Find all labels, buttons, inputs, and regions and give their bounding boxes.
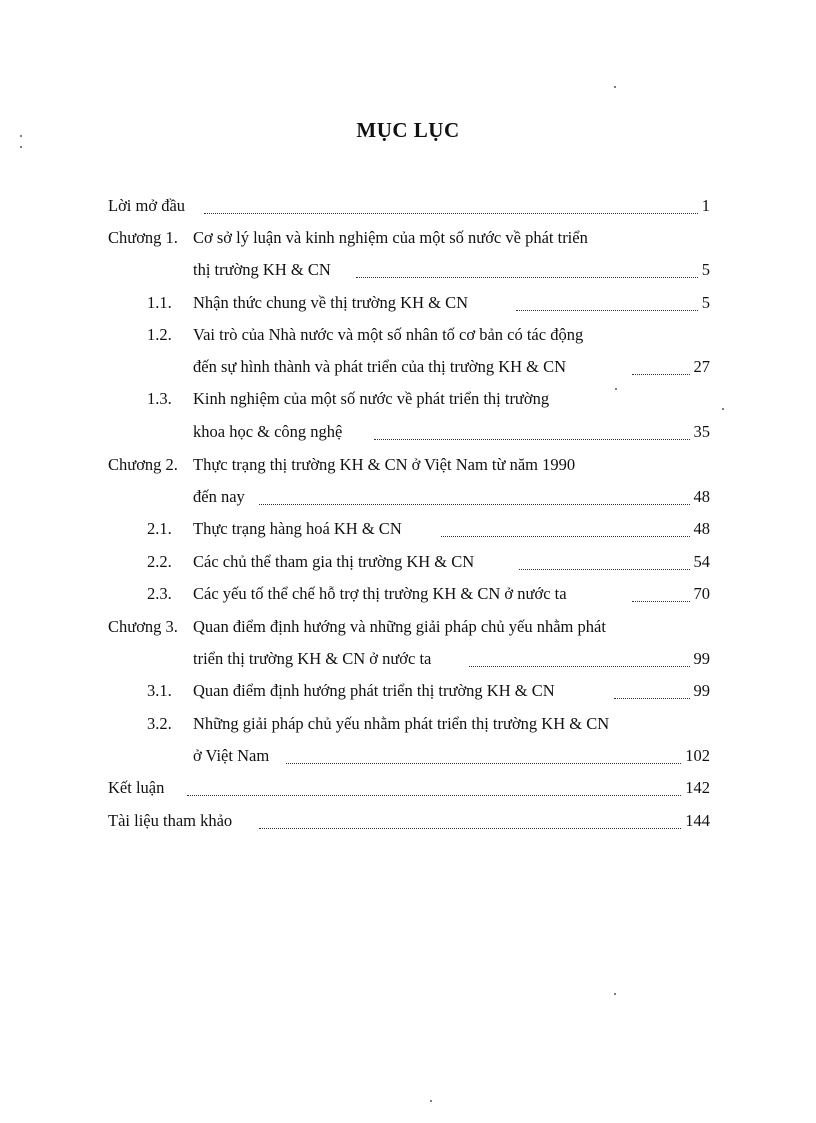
toc-entry-number: 1.3.	[147, 389, 172, 408]
dot-leader	[259, 813, 681, 829]
toc-entry-title: Kinh nghiệm của một số nước về phát triển thị trường	[193, 389, 550, 408]
scan-speck	[614, 86, 616, 88]
scan-speck	[614, 993, 616, 995]
dot-leader	[259, 489, 690, 505]
toc-entry-number: 2.2.	[147, 552, 172, 571]
toc-entry-1-2[interactable]	[0, 324, 816, 346]
toc-leader	[512, 292, 710, 314]
toc-page-number: 48	[693, 487, 710, 506]
dot-leader	[356, 262, 698, 278]
toc-entry-chapter-2-cont[interactable]	[0, 486, 816, 508]
toc-leader	[515, 551, 710, 573]
toc-page-number: 144	[685, 811, 710, 830]
toc-leader	[628, 583, 710, 605]
toc-leader	[255, 486, 710, 508]
toc-entry-title: Tài liệu tham khảo	[108, 811, 233, 830]
toc-entry-title: Lời mở đầu	[108, 196, 186, 215]
toc-entry-number: 1.1.	[147, 293, 172, 312]
toc-entry-3-1[interactable]	[0, 680, 816, 702]
toc-entry-number: Chương 2.	[108, 455, 178, 474]
toc-entry-title: Vai trò của Nhà nước và một số nhân tố cơ bản có tác động	[193, 325, 584, 344]
toc-page-number: 102	[685, 746, 710, 765]
toc-leader	[465, 648, 710, 670]
toc-entry-conclusion[interactable]	[0, 777, 816, 799]
toc-leader	[370, 421, 710, 443]
toc-entry-3-2-cont[interactable]	[0, 745, 816, 767]
dot-leader	[204, 198, 698, 214]
scan-speck	[615, 388, 617, 390]
toc-leader	[628, 356, 710, 378]
toc-page-number: 5	[701, 293, 710, 312]
toc-entry-1-2-cont[interactable]	[0, 356, 816, 378]
dot-leader	[632, 359, 690, 375]
dot-leader	[286, 748, 681, 764]
toc-page-number: 142	[685, 778, 710, 797]
toc-entry-1-3[interactable]	[0, 388, 816, 410]
dot-leader	[516, 295, 698, 311]
toc-entry-title: Nhận thức chung về thị trường KH & CN	[193, 293, 468, 312]
toc-entry-3-2[interactable]	[0, 713, 816, 735]
toc-entry-number: 1.2.	[147, 325, 172, 344]
toc-entry-introduction[interactable]	[0, 195, 816, 217]
toc-leader	[282, 745, 710, 767]
toc-entry-title: Những giải pháp chủ yếu nhằm phát triển thị trường KH & CN	[193, 714, 610, 733]
toc-entry-number: 2.3.	[147, 584, 172, 603]
toc-entry-number: 2.1.	[147, 519, 172, 538]
dot-leader	[441, 521, 690, 537]
toc-entry-title-continued: đến sự hình thành và phát triển của thị trường KH & CN	[193, 357, 567, 376]
toc-entry-chapter-3-cont[interactable]	[0, 648, 816, 670]
scan-speck	[20, 135, 22, 137]
toc-page-number: 1	[701, 196, 710, 215]
toc-entry-1-1[interactable]	[0, 292, 816, 314]
dot-leader	[632, 586, 690, 602]
toc-entry-number: 3.1.	[147, 681, 172, 700]
toc-entry-title: Kết luận	[108, 778, 165, 797]
toc-entry-2-2[interactable]	[0, 551, 816, 573]
toc-page-number: 48	[693, 519, 710, 538]
toc-leader	[352, 259, 710, 281]
toc-entry-number: Chương 3.	[108, 617, 178, 636]
dot-leader	[469, 651, 690, 667]
toc-entry-title: Quan điểm định hướng phát triển thị trường KH & CN	[193, 681, 555, 700]
toc-page-number: 27	[693, 357, 710, 376]
dot-leader	[519, 554, 690, 570]
toc-entry-2-1[interactable]	[0, 518, 816, 540]
toc-entry-chapter-1-cont[interactable]	[0, 259, 816, 281]
toc-entry-chapter-2[interactable]	[0, 454, 816, 476]
dot-leader	[187, 780, 681, 796]
toc-entry-chapter-3[interactable]	[0, 616, 816, 638]
toc-entry-title: Cơ sở lý luận và kinh nghiệm của một số nước về phát triển	[193, 228, 588, 247]
toc-leader	[610, 680, 710, 702]
toc-entry-references[interactable]	[0, 810, 816, 832]
toc-page-number: 99	[693, 681, 710, 700]
toc-entry-chapter-1[interactable]	[0, 227, 816, 249]
toc-entry-title: Các chủ thể tham gia thị trường KH & CN	[193, 552, 475, 571]
toc-entry-title-continued: ở Việt Nam	[193, 746, 270, 765]
toc-entry-number: 3.2.	[147, 714, 172, 733]
toc-entry-title-continued: đến nay	[193, 487, 245, 506]
toc-leader	[437, 518, 710, 540]
toc-entry-title-continued: thị trường KH & CN	[193, 260, 331, 279]
scan-speck	[430, 1100, 432, 1102]
toc-page-number: 54	[693, 552, 710, 571]
toc-entry-title-continued: khoa học & công nghệ	[193, 422, 343, 441]
toc-entry-2-3[interactable]	[0, 583, 816, 605]
toc-page-number: 5	[701, 260, 710, 279]
toc-entry-title: Thực trạng thị trường KH & CN ở Việt Nam từ năm 1990	[193, 455, 576, 474]
toc-entry-title: Quan điểm định hướng và những giải pháp chủ yếu nhằm phát	[193, 617, 606, 636]
toc-page-number: 35	[693, 422, 710, 441]
toc-entry-1-3-cont[interactable]	[0, 421, 816, 443]
scan-speck	[20, 146, 22, 148]
toc-entry-title: Thực trạng hàng hoá KH & CN	[193, 519, 402, 538]
dot-leader	[374, 424, 690, 440]
dot-leader	[614, 683, 690, 699]
toc-page-number: 70	[693, 584, 710, 603]
page-title: MỤC LỤC	[356, 118, 460, 142]
toc-entry-number: Chương 1.	[108, 228, 178, 247]
toc-leader	[200, 195, 710, 217]
toc-entry-title: Các yếu tố thể chế hỗ trợ thị trường KH & CN ở nước ta	[193, 584, 567, 603]
scan-speck	[722, 408, 724, 410]
toc-entry-title-continued: triển thị trường KH & CN ở nước ta	[193, 649, 432, 668]
toc-leader	[255, 810, 710, 832]
toc-leader	[183, 777, 710, 799]
toc-page-number: 99	[693, 649, 710, 668]
